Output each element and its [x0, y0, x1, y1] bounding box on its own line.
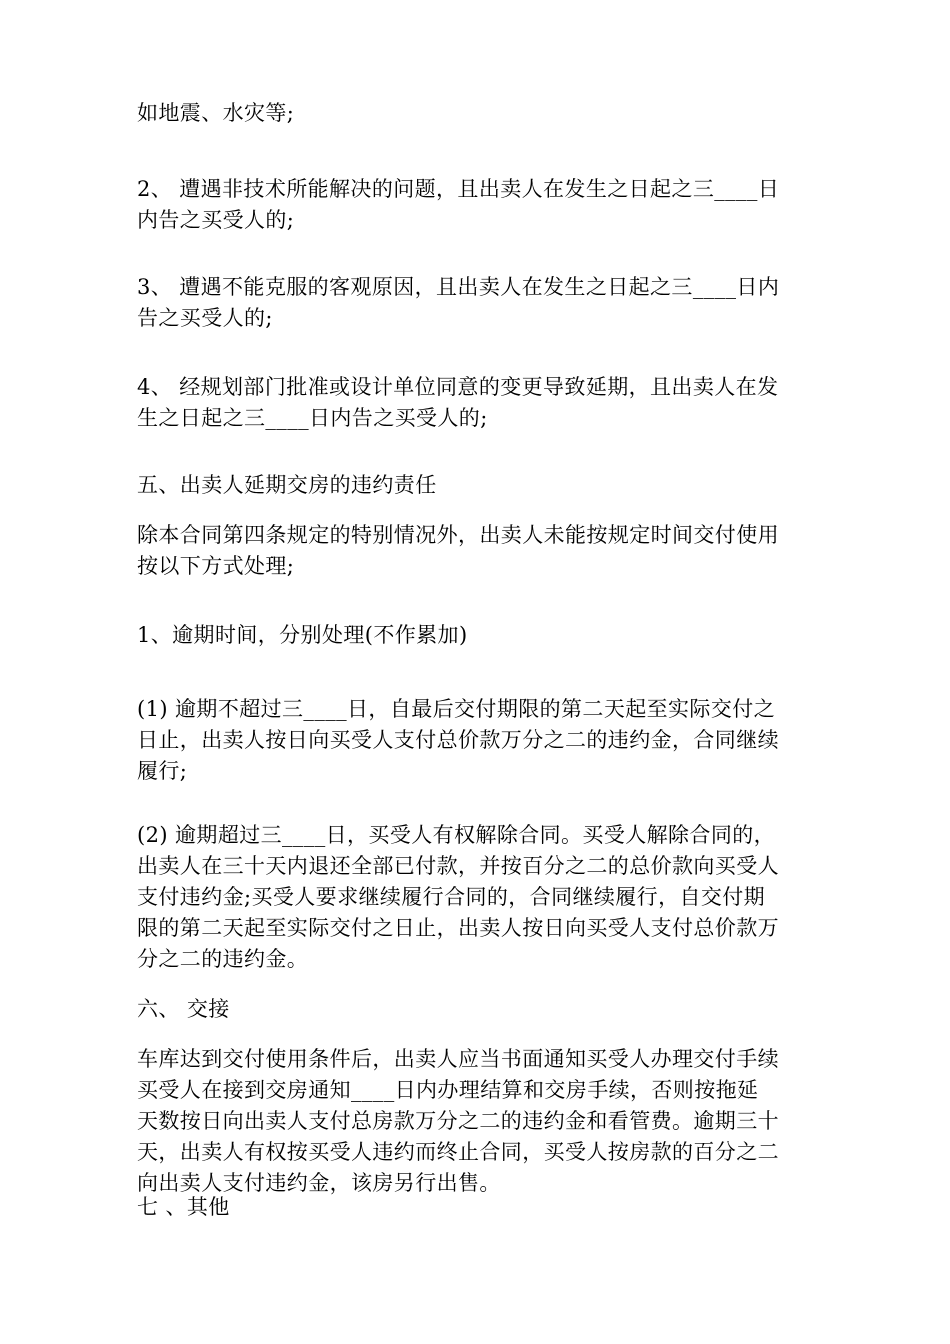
- section-heading-6: [137, 994, 817, 1025]
- text-line: (1) 逾期不超过三____日，自最后交付期限的第二天起至实际交付之: [137, 697, 776, 721]
- text-line: 向出卖人支付违约金，该房另行出售。: [137, 1171, 501, 1195]
- text-line: 如地震、水灾等;: [137, 101, 295, 125]
- text-line: 2、 遭遇非技术所能解决的问题，且出卖人在发生之日起之三____日: [137, 177, 780, 201]
- text-line: 出卖人在三十天内退还全部已付款，并按百分之二的总价款向买受人: [137, 854, 779, 878]
- text-line: 限的第二天起至实际交付之日止，出卖人按日向买受人支付总价款万: [137, 916, 779, 940]
- text-line: 按以下方式处理;: [137, 554, 295, 578]
- paragraph-overdue-1: [137, 694, 817, 787]
- text-line: 履行;: [137, 759, 188, 783]
- text-line: 买受人在接到交房通知____日内办理结算和交房手续，否则按拖延: [137, 1078, 759, 1102]
- text-line: 天，出卖人有权按买受人违约而终止合同，买受人按房款的百分之二: [137, 1140, 779, 1164]
- text-line: 支付违约金;买受人要求继续履行合同的，合同继续履行，自交付期: [137, 885, 766, 909]
- paragraph-item-4: [137, 372, 817, 434]
- text-line: 六、 交接: [137, 997, 230, 1021]
- paragraph-handover: [137, 1044, 817, 1199]
- text-line: 天数按日向出卖人支付总房款万分之二的违约金和看管费。逾期三十: [137, 1109, 779, 1133]
- text-line: 日止，出卖人按日向买受人支付总价款万分之二的违约金，合同继续: [137, 728, 779, 752]
- text-line: 七 、其他: [137, 1195, 230, 1219]
- paragraph-force-majeure-example: [137, 98, 817, 129]
- text-line: 生之日起之三____日内告之买受人的;: [137, 406, 488, 430]
- text-line: 分之二的违约金。: [137, 947, 309, 971]
- text-line: 除本合同第四条规定的特别情况外，出卖人未能按规定时间交付使用: [137, 523, 779, 547]
- paragraph-overdue-2: [137, 820, 817, 975]
- text-line: 车库达到交付使用条件后，出卖人应当书面通知买受人办理交付手续: [137, 1047, 779, 1071]
- section-heading-5: [137, 470, 817, 501]
- text-line: (2) 逾期超过三____日，买受人有权解除合同。买受人解除合同的，: [137, 823, 776, 847]
- text-line: 1、逾期时间，分别处理(不作累加): [137, 623, 468, 647]
- text-line: 内告之买受人的;: [137, 208, 295, 232]
- paragraph-section-5-intro: [137, 520, 817, 582]
- paragraph-item-3: [137, 272, 817, 334]
- paragraph-item-2: [137, 174, 817, 236]
- text-line: 告之买受人的;: [137, 306, 273, 330]
- text-line: 五、出卖人延期交房的违约责任: [137, 473, 437, 497]
- paragraph-overdue-handling: [137, 620, 817, 651]
- section-heading-7: [137, 1192, 817, 1223]
- text-line: 4、 经规划部门批准或设计单位同意的变更导致延期，且出卖人在发: [137, 375, 779, 399]
- text-line: 3、 遭遇不能克服的客观原因，且出卖人在发生之日起之三____日内: [137, 275, 780, 299]
